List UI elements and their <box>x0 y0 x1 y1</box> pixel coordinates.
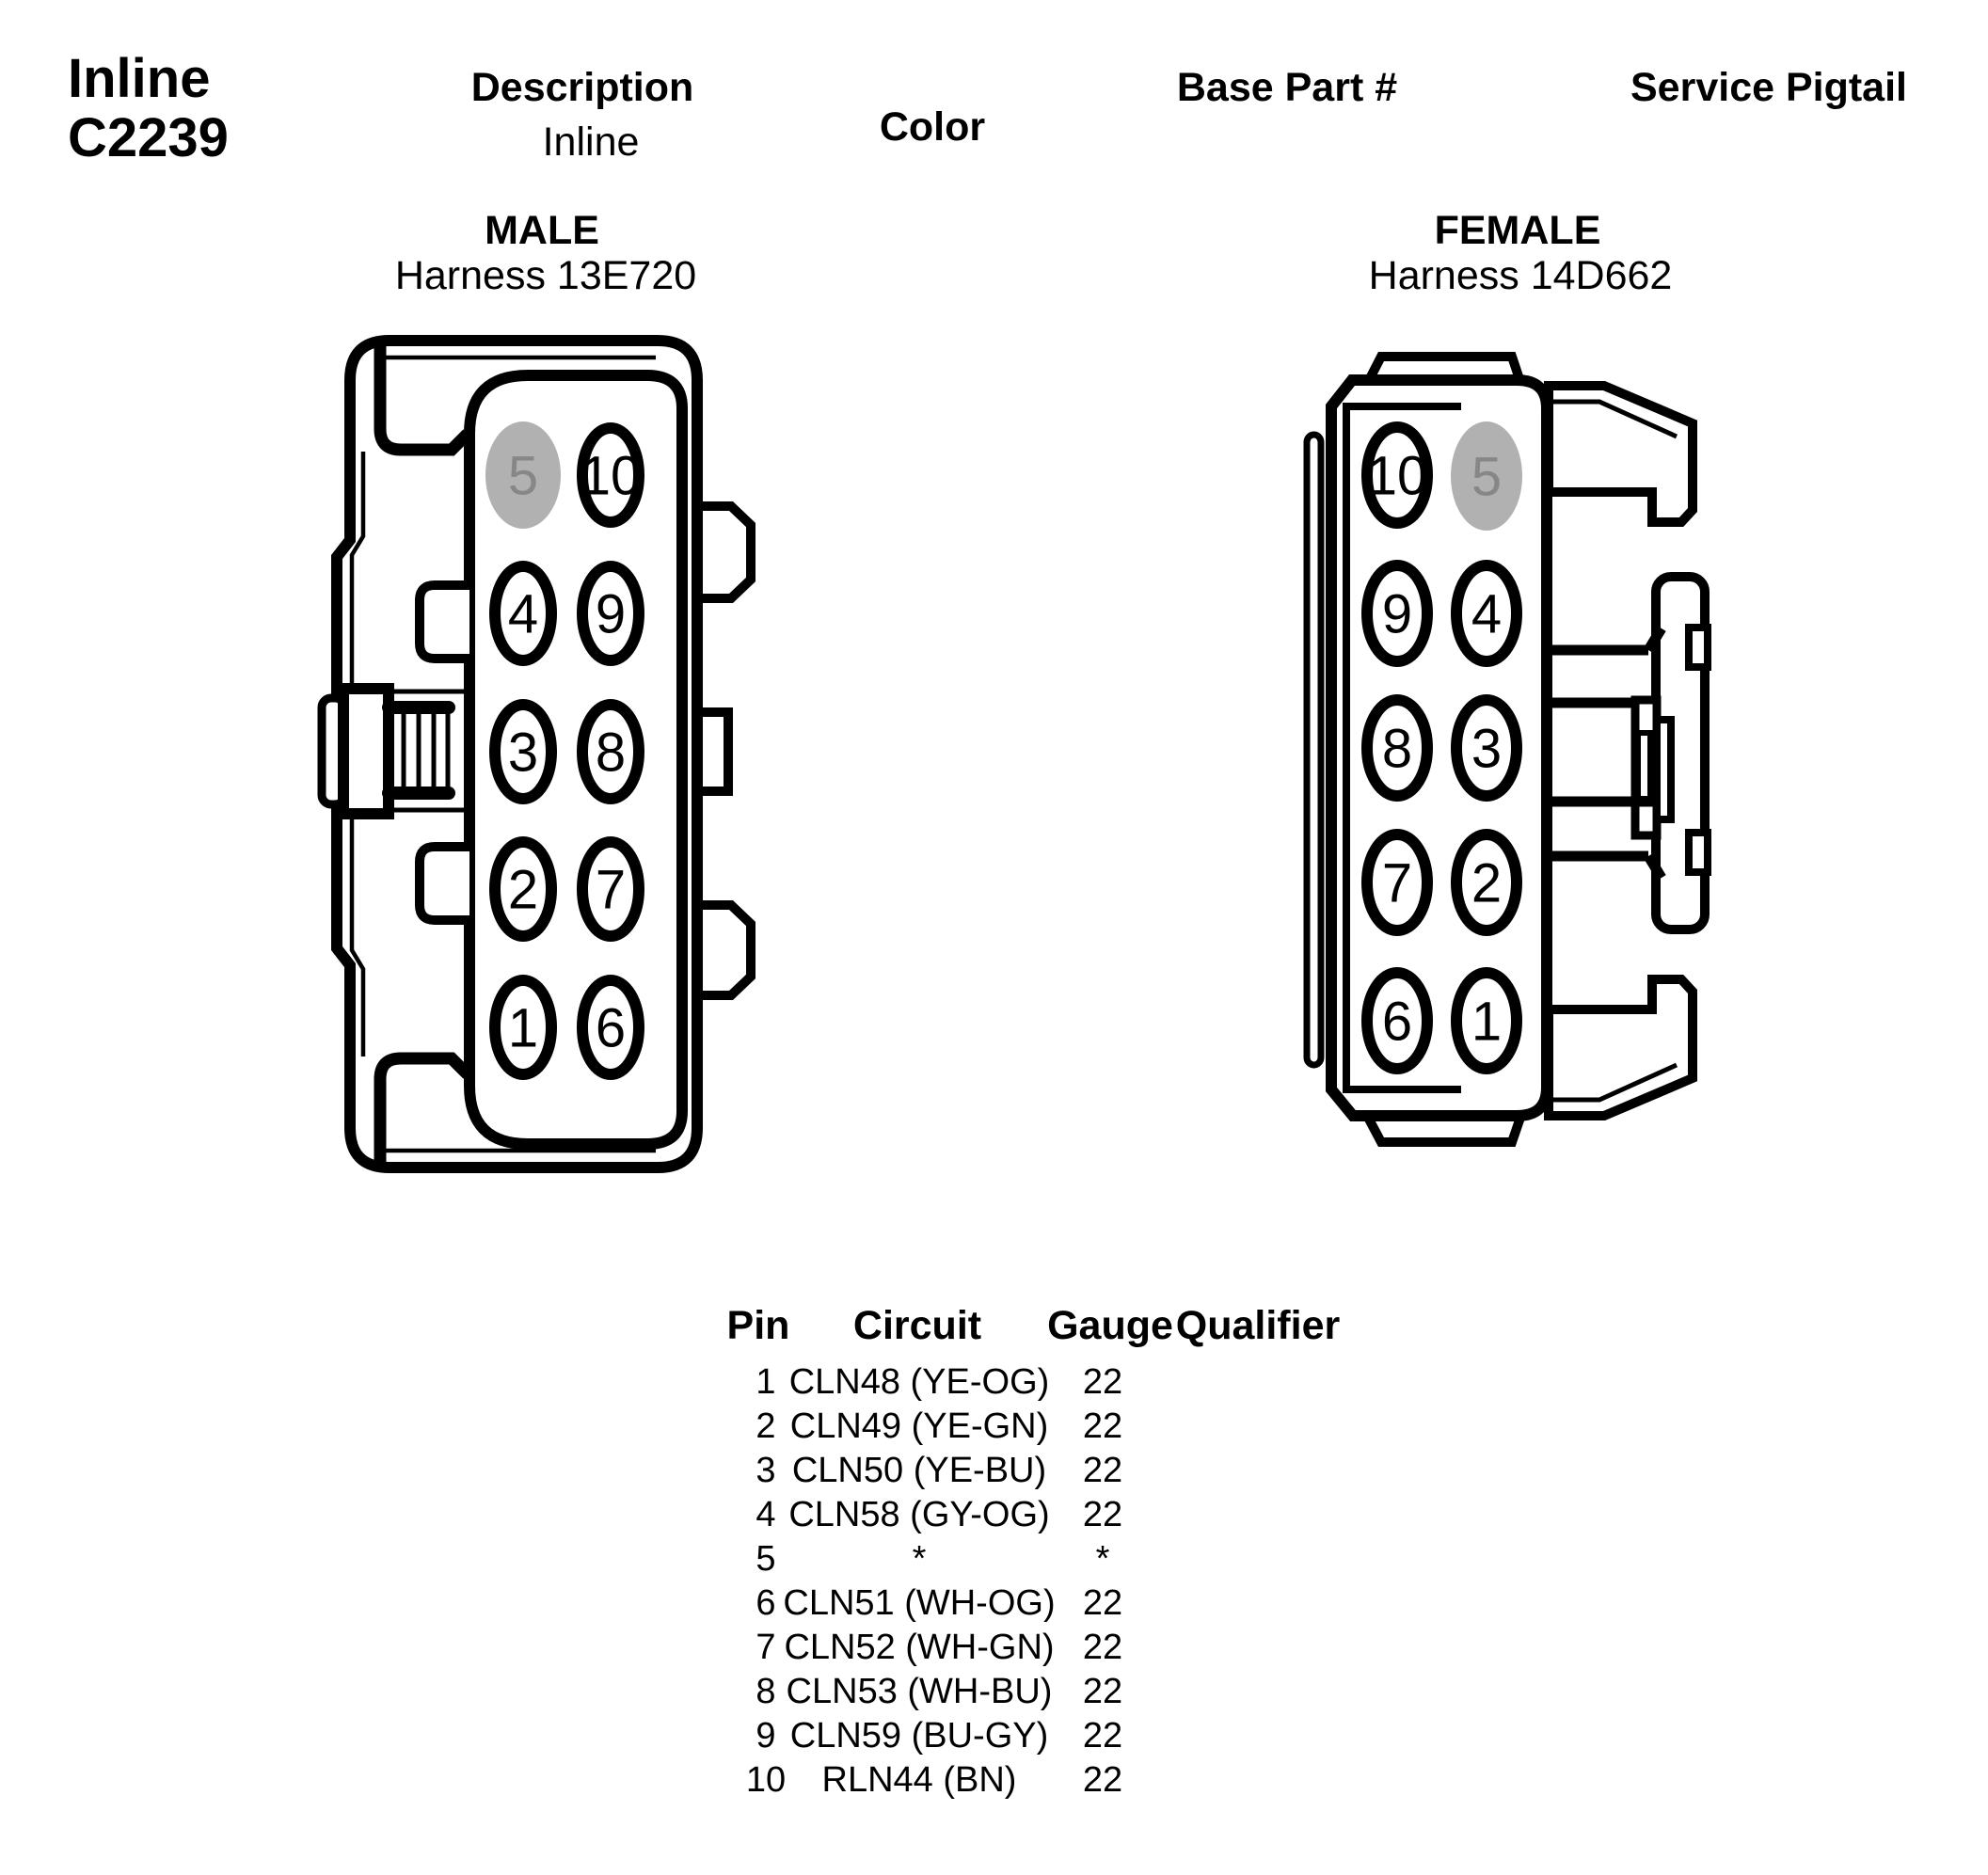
pin-table-row-9 <box>0 1716 1988 1760</box>
female-tongue-notch-upper-icon <box>1689 628 1708 667</box>
female-pin-4-label: 4 <box>1471 583 1503 645</box>
male-pin-6-label: 6 <box>595 997 627 1059</box>
pin-table-header-qualifier: Qualifier <box>1175 1303 1341 1348</box>
male-pin-2-label: 2 <box>507 859 539 921</box>
circuit-cell: RLN44 (BN) <box>821 1760 1017 1800</box>
description-label: Description <box>470 65 694 110</box>
pin-table-header-gauge: Gauge <box>1047 1303 1173 1348</box>
female-pin-3-label: 3 <box>1471 718 1503 780</box>
circuit-cell: CLN51 (WH-OG) <box>783 1583 1056 1623</box>
female-tongue-inner-icon <box>1657 720 1671 819</box>
pin-table-header-pin: Pin <box>726 1303 790 1348</box>
circuit-cell: CLN53 (WH-BU) <box>786 1672 1053 1711</box>
female-pin-9-label: 9 <box>1381 583 1413 645</box>
pin-table-row-3 <box>0 1451 1988 1495</box>
female-connector-diagram <box>1289 339 1722 1167</box>
male-connector-diagram <box>310 320 781 1195</box>
female-harness-label: Harness 14D662 <box>1368 253 1673 298</box>
gauge-cell: 22 <box>1082 1406 1123 1446</box>
pin-cell: 3 <box>755 1451 776 1490</box>
male-pin-9-label: 9 <box>595 583 627 645</box>
gauge-cell: 22 <box>1082 1451 1123 1490</box>
pin-cell: 4 <box>755 1495 776 1534</box>
gauge-cell: 22 <box>1082 1716 1123 1756</box>
circuit-cell: CLN49 (YE-GN) <box>789 1406 1049 1446</box>
female-pin-2-label: 2 <box>1471 852 1503 914</box>
pin-cell: 8 <box>755 1672 776 1711</box>
male-pin-4-label: 4 <box>507 583 539 645</box>
pin-table-header-circuit: Circuit <box>852 1303 982 1348</box>
circuit-cell: CLN58 (GY-OG) <box>788 1495 1050 1534</box>
female-left-edge-icon <box>1307 435 1321 1065</box>
female-tongue-detail-icon <box>1638 733 1650 799</box>
female-pin-6-label: 6 <box>1381 991 1413 1053</box>
male-pin-8-label: 8 <box>595 722 627 784</box>
male-pin-3-label: 3 <box>507 722 539 784</box>
gauge-cell: 22 <box>1082 1628 1123 1667</box>
pin-cell: 10 <box>745 1760 787 1800</box>
male-pin-7-label: 7 <box>595 859 627 921</box>
pin-cell: 1 <box>755 1362 776 1402</box>
gauge-cell: 22 <box>1082 1495 1123 1534</box>
pin-table-row-2 <box>0 1406 1988 1451</box>
connector-id-line1: Inline <box>68 48 211 109</box>
female-bracket-bottom-icon <box>1549 979 1693 1116</box>
female-pin-8-label: 8 <box>1381 718 1413 780</box>
circuit-cell: CLN48 (YE-OG) <box>788 1362 1050 1402</box>
gauge-cell: 22 <box>1082 1672 1123 1711</box>
male-pin-1-label: 1 <box>507 997 539 1059</box>
circuit-cell: CLN59 (BU-GY) <box>789 1716 1049 1756</box>
service-pigtail-label: Service Pigtail <box>1630 65 1907 110</box>
pin-table-row-8 <box>0 1672 1988 1716</box>
female-label: FEMALE <box>1434 208 1601 253</box>
gauge-cell: * <box>1095 1539 1110 1579</box>
gauge-cell: 22 <box>1082 1362 1123 1402</box>
pin-table-row-5 <box>0 1539 1988 1583</box>
circuit-cell: * <box>912 1539 927 1579</box>
male-notch-lower-icon <box>420 847 469 920</box>
connector-id-line2: C2239 <box>68 107 229 168</box>
pin-cell: 7 <box>755 1628 776 1667</box>
pin-table-row-10 <box>0 1760 1988 1804</box>
circuit-cell: CLN52 (WH-GN) <box>784 1628 1055 1667</box>
description-value: Inline <box>542 119 640 165</box>
pin-table-row-6 <box>0 1583 1988 1628</box>
female-pin-7-label: 7 <box>1381 852 1413 914</box>
male-pin-10-label: 10 <box>580 445 642 507</box>
base-part-label: Base Part # <box>1176 65 1398 110</box>
female-tongue-notch-lower-icon <box>1689 833 1708 872</box>
male-harness-label: Harness 13E720 <box>394 253 697 298</box>
male-label: MALE <box>485 208 599 253</box>
female-pin-5-label: 5 <box>1471 446 1503 508</box>
female-bracket-top-icon <box>1549 386 1693 522</box>
pin-cell: 2 <box>755 1406 776 1446</box>
pin-table-row-4 <box>0 1495 1988 1539</box>
pin-table-row-7 <box>0 1628 1988 1672</box>
male-latch-block-icon <box>343 689 389 814</box>
male-pin-5-label: 5 <box>507 445 539 507</box>
pin-cell: 5 <box>755 1539 776 1579</box>
pin-table-row-1 <box>0 1362 1988 1406</box>
gauge-cell: 22 <box>1082 1760 1123 1800</box>
pin-cell: 6 <box>755 1583 776 1623</box>
gauge-cell: 22 <box>1082 1583 1123 1623</box>
female-pin-1-label: 1 <box>1471 991 1503 1053</box>
color-label: Color <box>879 104 986 150</box>
pin-cell: 9 <box>755 1716 776 1756</box>
connector-id <box>68 49 229 167</box>
male-notch-upper-icon <box>420 585 469 659</box>
female-pin-10-label: 10 <box>1366 445 1428 507</box>
circuit-cell: CLN50 (YE-BU) <box>791 1451 1047 1490</box>
